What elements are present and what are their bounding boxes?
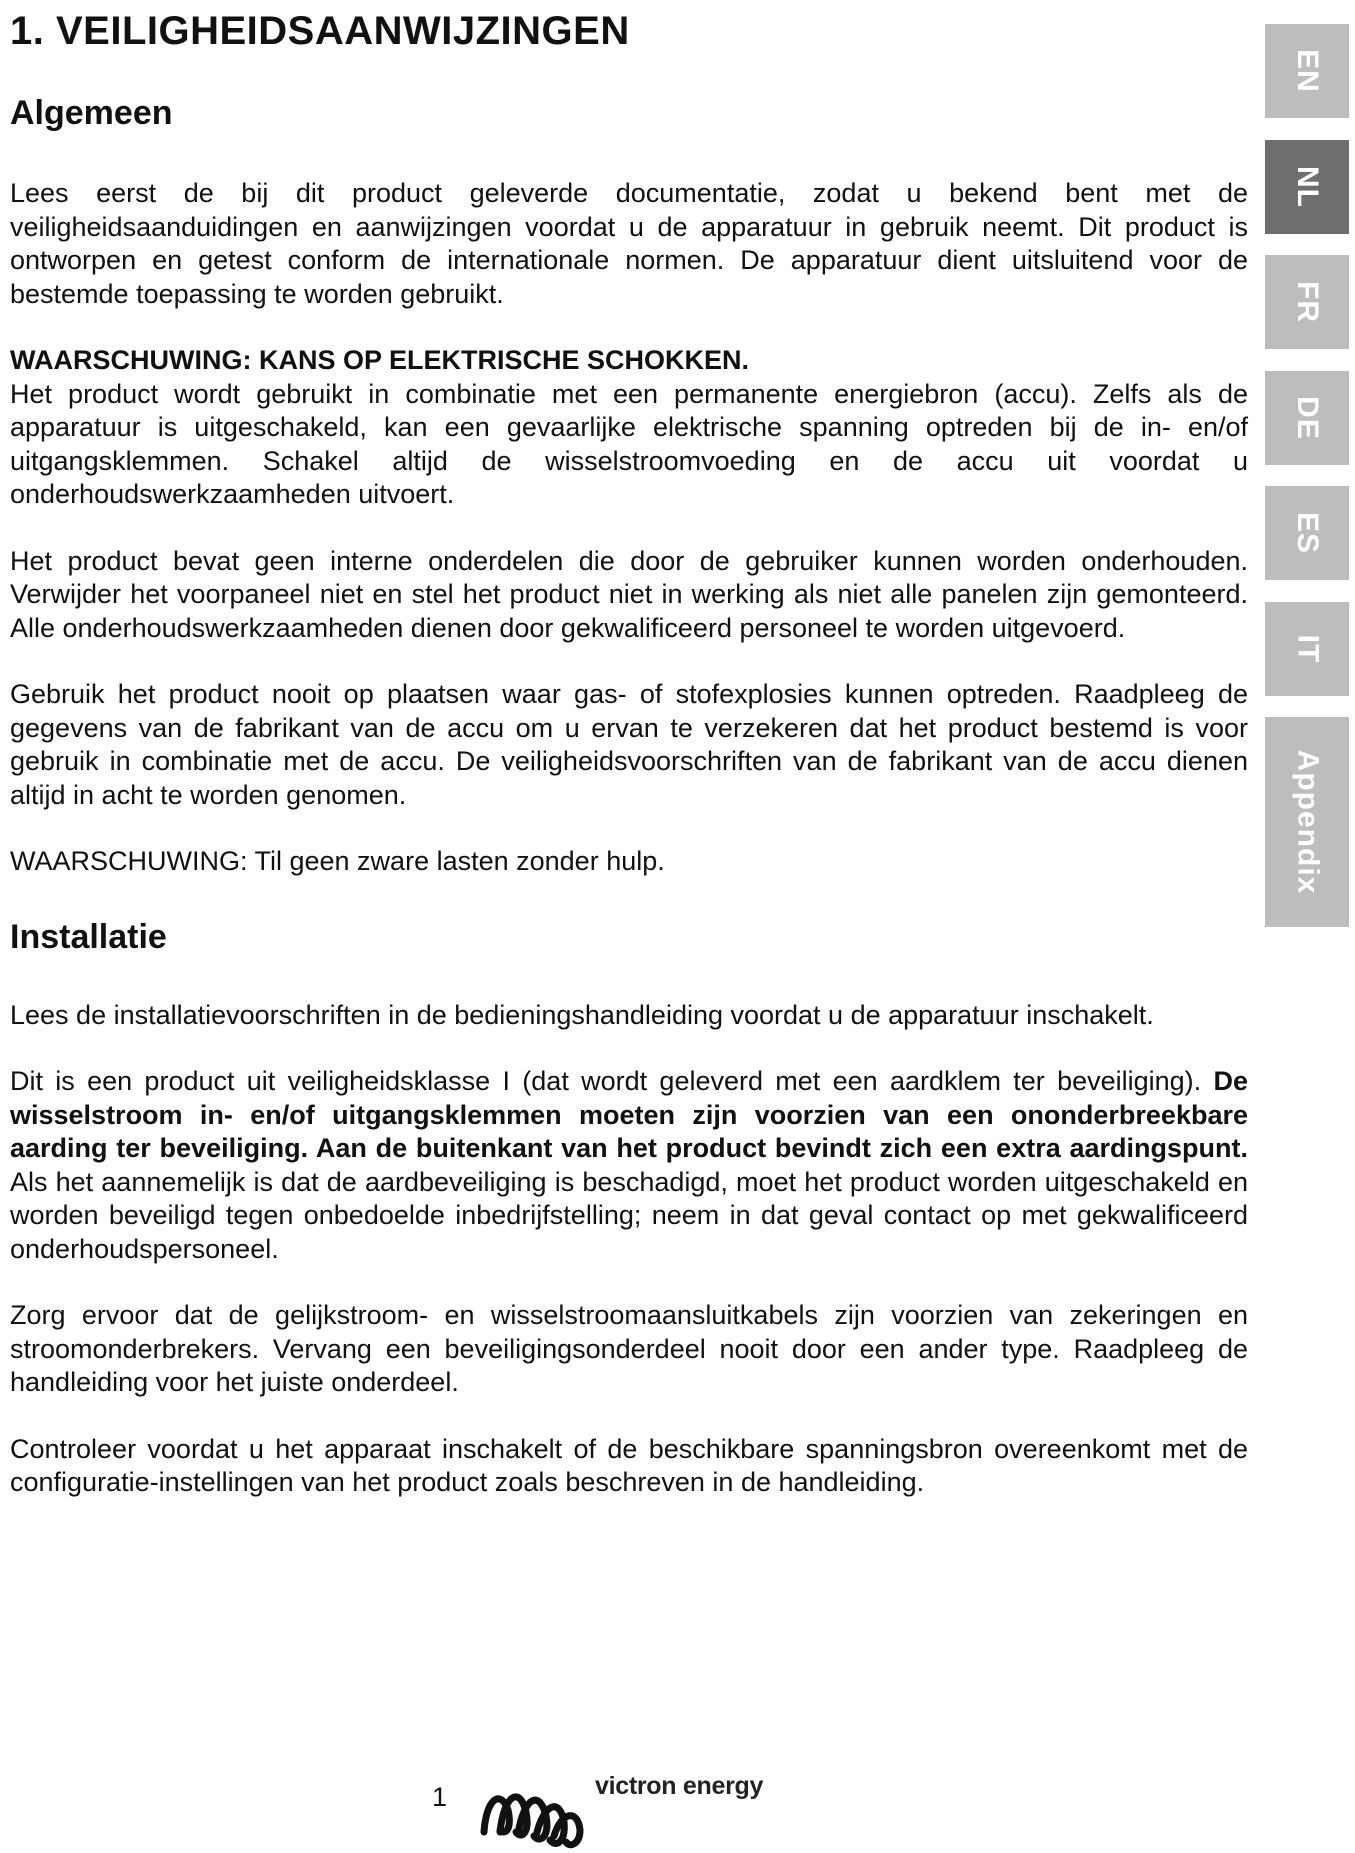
tab-appendix-label: Appendix	[1291, 749, 1325, 895]
tab-de[interactable]	[1265, 371, 1349, 465]
page-title: 1. VEILIGHEIDSAANWIJZINGEN	[10, 9, 630, 53]
paragraph-installatie-2-intro: Dit is een product uit veiligheidsklasse I (dat wordt geleverd met een aardklem ter beveiliging).	[10, 1066, 1202, 1096]
page-footer	[0, 1760, 1355, 1850]
section-heading-installatie: Installatie	[10, 917, 167, 956]
paragraph-installatie-3: Zorg ervoor dat de gelijkstroom- en wisselstroomaansluitkabels zijn voorzien van zekeringen en stroomonderbrekers. Vervang een beveiligingsonderdeel nooit door een ander type. Raadpleeg de handleiding voor het juiste onderdeel.	[10, 1300, 1248, 1397]
paragraph-installatie-1: Lees de installatievoorschriften in de bedieningshandleiding voordat u de apparatuur inschakelt.	[10, 999, 1154, 1030]
tab-es[interactable]	[1265, 486, 1349, 580]
brand-name: victron energy	[595, 1772, 764, 1800]
warning-heavy-loads: WAARSCHUWING: Til geen zware lasten zonder hulp.	[10, 846, 665, 876]
document-body	[10, 0, 1248, 1500]
victron-logo-icon	[478, 1770, 590, 1850]
tab-nl-label: NL	[1291, 166, 1324, 208]
paragraph-algemeen-3: Het product bevat geen interne onderdelen die door de gebruiker kunnen worden onderhouden. Verwijder het voorpaneel niet en stel het product niet in werking als niet alle panelen zijn gemonteerd. Alle onderhoudswerkzaamheden dienen door gekwalificeerd personeel te worden uitgevoerd.	[10, 545, 1248, 643]
page-number: 1	[432, 1782, 448, 1812]
paragraph-installatie-4: Controleer voordat u het apparaat inschakelt of de beschikbare spanningsbron overeenkomt met de configuratie-instellingen van het product zoals beschreven in de handleiding.	[10, 1433, 1248, 1497]
tab-en-label: EN	[1291, 49, 1324, 93]
paragraph-algemeen-1: Lees eerst de bij dit product geleverde documentatie, zodat u bekend bent met de veiligheidsaanduidingen en aanwijzingen voordat u de apparatuur in gebruik neemt. Dit product is ontworpen en getest conform de internationale normen. De apparatuur dient uitsluitend voor de bestemde toepassing te worden gebruikt.	[10, 178, 1248, 309]
tab-en[interactable]	[1265, 24, 1349, 118]
tab-es-label: ES	[1291, 511, 1324, 555]
warning-heading-electric-shock: WAARSCHUWING: KANS OP ELEKTRISCHE SCHOKKEN.	[10, 345, 750, 375]
tab-fr-label: FR	[1291, 281, 1324, 323]
tab-de-label: DE	[1291, 396, 1324, 440]
tab-fr[interactable]	[1265, 255, 1349, 349]
paragraph-installatie-2	[10, 1065, 1248, 1266]
tab-it[interactable]	[1265, 602, 1349, 696]
tab-nl[interactable]	[1265, 140, 1349, 234]
tab-appendix[interactable]	[1265, 717, 1349, 927]
paragraph-algemeen-4: Gebruik het product nooit op plaatsen waar gas- of stofexplosies kunnen optreden. Raadpleeg de gegevens van de fabrikant van de accu om u ervan te verzekeren dat het product bestemd is voor gebruik in combinatie met de accu. De veiligheidsvoorschriften van de fabrikant van de accu dienen altijd in acht te worden genomen.	[10, 679, 1248, 810]
tab-it-label: IT	[1290, 634, 1324, 664]
paragraph-installatie-2-bold: De wisselstroom in- en/of uitgangsklemmen moeten zijn voorzien van een ononderbreekbare aarding ter beveiliging. Aan de buitenkant van het product bevindt zich een extra aardingspunt.	[10, 1066, 1248, 1163]
section-heading-algemeen: Algemeen	[10, 94, 173, 132]
paragraph-algemeen-2: Het product wordt gebruikt in combinatie met een permanente energiebron (accu). Zelfs als de apparatuur is uitgeschakeld, kan een gevaarlijke elektrische spanning optreden bij de in- en/of uitgangsklemmen. Schakel altijd de wisselstroomvoeding en de accu uit voordat u onderhoudswerkzaamheden uitvoert.	[10, 378, 1248, 509]
paragraph-installatie-2-rest: Als het aannemelijk is dat de aardbeveiliging is beschadigd, moet het product worden uitgeschakeld en worden beveiligd tegen onbedoelde inbedrijfstelling; neem in dat geval contact op met gekwalificeerd onderhoudspersoneel.	[10, 1166, 1248, 1264]
